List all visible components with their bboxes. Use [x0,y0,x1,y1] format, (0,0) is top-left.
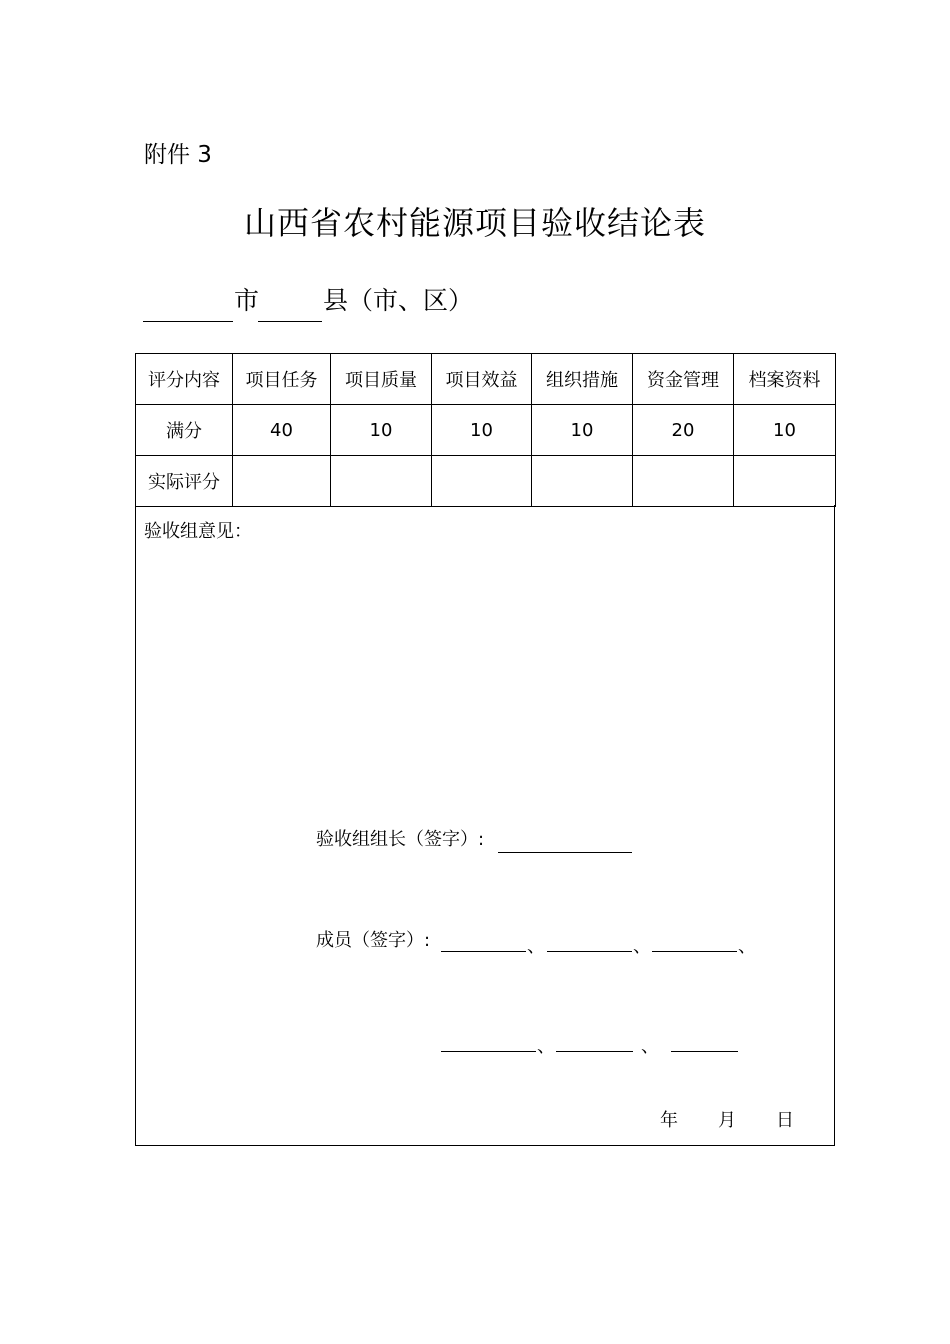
actual-score-cell[interactable] [633,456,734,507]
separator: 、 [633,936,651,957]
actual-score-cell[interactable] [532,456,633,507]
city-blank-line [143,321,233,322]
separator: 、 [738,936,756,957]
member-signature-line[interactable] [671,1051,738,1052]
header-cell: 项目效益 [432,354,532,405]
actual-score-cell[interactable] [432,456,532,507]
actual-score-row [136,456,836,507]
county-blank-line [258,321,322,322]
member-signature-line[interactable] [547,951,632,952]
full-score-cell: 10 [532,405,633,456]
header-row [136,354,836,405]
full-score-cell: 10 [331,405,432,456]
date-day-label: 日 [776,1110,794,1131]
header-cell: 组织措施 [532,354,633,405]
separator: 、 [537,1036,555,1057]
city-label: 市 [234,286,260,315]
county-label: 县（市、区） [323,286,474,315]
leader-signature-line[interactable] [498,852,632,853]
attachment-label: 附件 3 [144,142,212,168]
actual-score-cell[interactable] [734,456,836,507]
separator: 、 [641,1036,659,1057]
date-year-label: 年 [660,1110,678,1131]
actual-score-cell[interactable] [233,456,331,507]
header-cell: 评分内容 [136,354,233,405]
date-month-label: 月 [718,1110,736,1131]
opinion-label: 验收组意见： [144,521,252,542]
actual-score-label: 实际评分 [136,456,233,507]
member-signature-line[interactable] [556,1051,633,1052]
score-table [135,353,836,507]
opinion-box [135,505,835,1146]
full-score-cell: 10 [734,405,836,456]
full-score-cell: 满分 [136,405,233,456]
full-score-cell: 10 [432,405,532,456]
actual-score-cell[interactable] [331,456,432,507]
leader-signature-label: 验收组组长（签字）: [316,829,485,850]
header-cell: 档案资料 [734,354,836,405]
member-signature-line[interactable] [441,951,526,952]
full-score-row [136,405,836,456]
member-signature-line[interactable] [652,951,737,952]
page-title: 山西省农村能源项目验收结论表 [243,204,706,242]
full-score-cell: 40 [233,405,331,456]
header-cell: 项目任务 [233,354,331,405]
full-score-cell: 20 [633,405,734,456]
separator: 、 [527,936,545,957]
header-cell: 资金管理 [633,354,734,405]
members-signature-label: 成员（签字）: [316,930,431,951]
header-cell: 项目质量 [331,354,432,405]
member-signature-line[interactable] [441,1051,536,1052]
